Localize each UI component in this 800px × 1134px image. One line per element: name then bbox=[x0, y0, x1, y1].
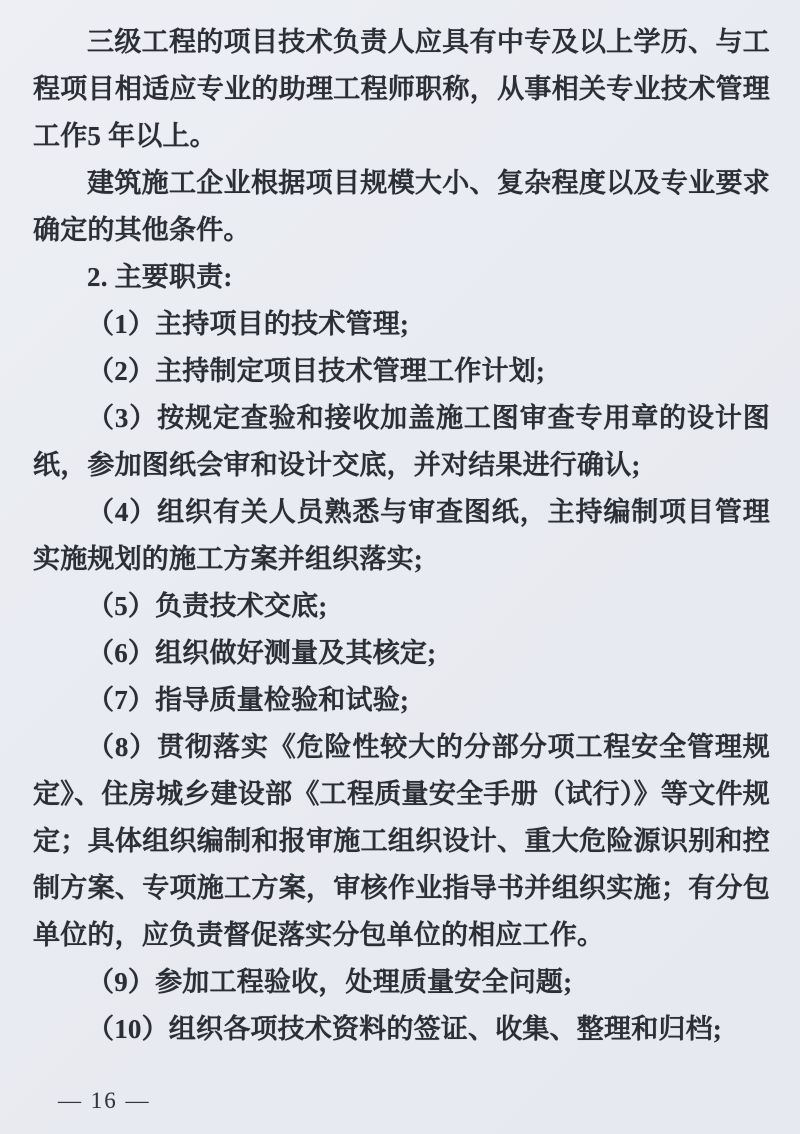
page-footer bbox=[58, 1088, 151, 1114]
paragraph: （4）组织有关人员熟悉与审查图纸，主持编制项目管理实施规划的施工方案并组织落实; bbox=[33, 497, 770, 574]
paragraph: （7）指导质量检验和试验; bbox=[87, 685, 410, 715]
page-number: — 16 — bbox=[58, 1088, 151, 1113]
document-body bbox=[33, 19, 770, 1053]
paragraph: （5）负责技术交底; bbox=[87, 591, 328, 621]
paragraph: （3）按规定查验和接收加盖施工图审查专用章的设计图纸，参加图纸会审和设计交底，并对结果进行确认; bbox=[33, 403, 770, 480]
paragraph: （8）贯彻落实《危险性较大的分部分项工程安全管理规定》、住房城乡建设部《工程质量安全手册（试行）》等文件规定；具体组织编制和报审施工组织设计、重大危险源识别和控制方案、专项施工方案，审核作业指导书并组织实施；有分包单位的，应负责督促落实分包单位的相应工作。 bbox=[33, 732, 770, 950]
paragraph: （6）组织做好测量及其核定; bbox=[87, 638, 437, 668]
paragraph: 建筑施工企业根据项目规模大小、复杂程度以及专业要求确定的其他条件。 bbox=[33, 168, 770, 245]
paragraph: （10）组织各项技术资料的签证、收集、整理和归档; bbox=[87, 1014, 722, 1044]
paragraph: （2）主持制定项目技术管理工作计划; bbox=[87, 356, 546, 386]
paragraph: （1）主持项目的技术管理; bbox=[87, 309, 410, 339]
paragraph: （9）参加工程验收，处理质量安全问题; bbox=[87, 967, 573, 997]
paragraph: 三级工程的项目技术负责人应具有中专及以上学历、与工程项目相适应专业的助理工程师职称，从事相关专业技术管理工作5 年以上。 bbox=[33, 27, 770, 151]
paragraph: 2. 主要职责: bbox=[87, 262, 233, 292]
